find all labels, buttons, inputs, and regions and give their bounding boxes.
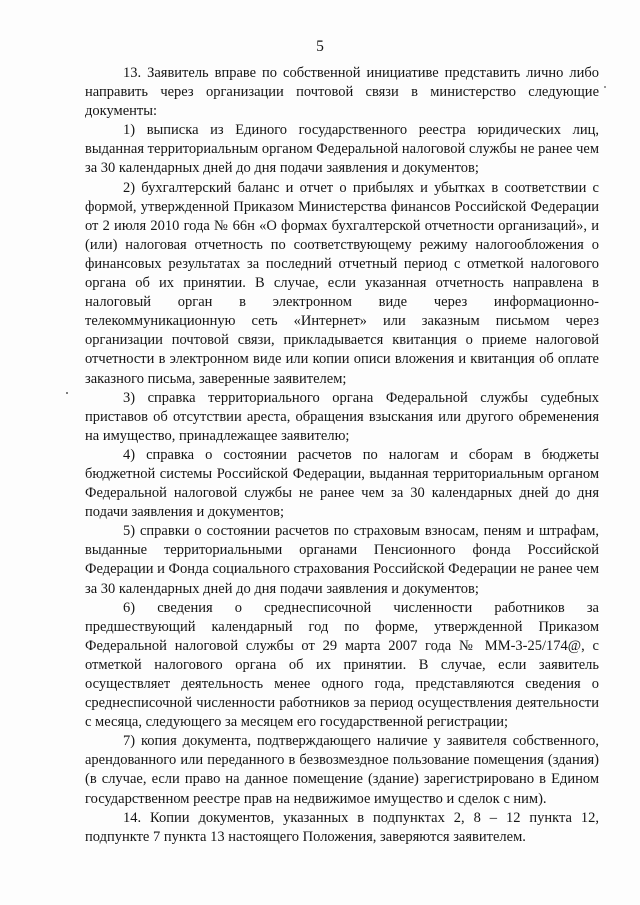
paragraph-subitem-3: 3) справка территориального органа Федеральной службы судебных приставов об отсутствии ареста, обращения взыскания или другого обременения на имущество, принадлежащее заявителю; xyxy=(85,389,599,444)
page-number: 5 xyxy=(316,38,324,55)
paragraph-item-14: 14. Копии документов, указанных в подпунктах 2, 8 – 12 пункта 12, подпункте 7 пункта 13 настоящего Положения, заверяются заявителем. xyxy=(85,809,599,845)
paragraph-subitem-6: 6) сведения о среднесписочной численности работников за предшествующий календарный год по форме, утвержденной Приказом Федеральной налоговой службы от 29 марта 2007 года № ММ-3-25/174@, с отметкой налогового органа об их принятии. В случае, если заявитель осуществляет деятельность менее одного года, представляются сведения о среднесписочной численности работников за период осуществления деятельности с месяца, следующего за месяцем его государственной регистрации; xyxy=(85,599,599,731)
paragraph-item-13: 13. Заявитель вправе по собственной инициативе представить лично либо направить через организации почтовой связи в министерство следующие документы: xyxy=(85,65,599,120)
paragraph-subitem-5: 5) справки о состоянии расчетов по страховым взносам, пеням и штрафам, выданные территориальными органами Пенсионного фонда Российской Федерации и Фонда социального страхования Российской Федерации не ранее чем за 30 календарных дней до дня подачи заявления и документов; xyxy=(85,523,599,597)
paragraph-subitem-1: 1) выписка из Единого государственного реестра юридических лиц, выданная территориальным органом Федеральной налоговой службы не ранее чем за 30 календарных дней до дня подачи заявления и документов; xyxy=(85,122,599,177)
paragraph-subitem-2: 2) бухгалтерский баланс и отчет о прибылях и убытках в соответствии с формой, утвержденной Приказом Министерства финансов Российской Федерации от 2 июля 2010 года № 66н «О формах бухгалтерской отчетности организаций», и (или) налоговая отчетность по соответствующему режиму налогообложения о финансовых результатах за последний отчетный период с отметкой налогового органа об их принятии. В случае, если указанная отчетность направлена в налоговый орган в электронном виде через информационно-телекоммуникационную сеть «Интернет» или заказным письмом через организации почтовой связи, прикладывается квитанция о приеме налоговой отчетности в электронном виде или копии описи вложения и квитанция об оплате заказного письма, заверенные заявителем; xyxy=(85,179,599,387)
paragraph-subitem-7: 7) копия документа, подтверждающего наличие у заявителя собственного, арендованного или переданного в безвозмездное пользование помещения (здания) (в случае, если право на данное помещение (здание) зарегистрировано в Едином государственном реестре прав на недвижимое имущество и сделок с ним). xyxy=(85,733,599,807)
paragraph-subitem-4: 4) справка о состоянии расчетов по налогам и сборам в бюджеты бюджетной системы Российской Федерации, выданная территориальным органом Федеральной налоговой службы не ранее чем за 30 календарных дней до дня подачи заявления и документов; xyxy=(85,446,599,521)
document-body xyxy=(85,64,599,847)
scan-mark xyxy=(66,392,68,394)
scan-speck xyxy=(604,86,606,88)
